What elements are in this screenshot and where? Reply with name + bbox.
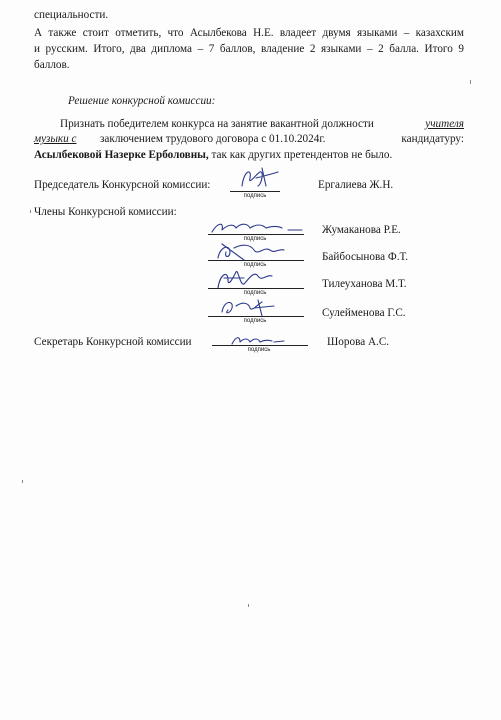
- scan-mark: [22, 480, 23, 483]
- candidate-label: кандидатуру:: [401, 133, 464, 145]
- position-title-part-2: музыки с: [34, 133, 77, 145]
- decision-reason: так как других претендентов не было.: [211, 149, 393, 161]
- member-name: Тилеуханова М.Т.: [322, 278, 407, 290]
- member-signature: [218, 296, 304, 318]
- contract-text: заключением трудового договора с 01.10.2024г.: [100, 133, 326, 145]
- member-name: Сулейменова Г.С.: [322, 307, 406, 319]
- scan-mark: [30, 210, 31, 213]
- decision-line-1: [60, 117, 464, 131]
- secretary-label: Секретарь Конкурсной комиссии: [34, 336, 192, 348]
- member-signature-line: [208, 288, 304, 289]
- member-name: Жумаканова Р.Е.: [322, 224, 401, 236]
- member-signature: [210, 218, 304, 238]
- chairman-label: Председатель Конкурсной комиссии:: [34, 179, 211, 191]
- members-label: Члены Конкурсной комиссии:: [34, 206, 177, 218]
- chairman-signature: [232, 164, 282, 192]
- position-title-part-1: учителя: [425, 118, 464, 130]
- decision-line-1-text: Признать победителем конкурса на занятие вакантной должности: [60, 118, 374, 130]
- paragraph-line-2: А также стоит отметить, что Асылбекова Н.Е. владеет двумя языками – казахским: [34, 27, 464, 39]
- winner-name: Асылбековой Назерке Ерболовны,: [34, 149, 209, 161]
- secretary-name: Шорова А.С.: [327, 336, 390, 348]
- chairman-name: Ергалиева Ж.Н.: [318, 179, 394, 191]
- scan-mark: [470, 80, 471, 84]
- member-signature-line: [208, 260, 304, 261]
- paragraph-line-1: специальности.: [34, 9, 109, 21]
- scan-mark: [248, 604, 249, 607]
- secretary-signature-caption: подпись: [247, 347, 271, 353]
- member-signature: [214, 240, 304, 262]
- decision-line-3: [34, 148, 392, 162]
- chairman-signature-line: [230, 191, 280, 192]
- member-signature-line: [208, 316, 304, 317]
- member-signature-caption: подпись: [243, 318, 267, 324]
- member-signature-caption: подпись: [243, 236, 267, 242]
- decision-heading: Решение конкурсной комиссии:: [68, 95, 216, 107]
- chairman-signature-caption: подпись: [243, 193, 267, 199]
- secretary-signature-line: [212, 345, 308, 346]
- member-signature-caption: подпись: [243, 290, 267, 296]
- member-signature-line: [208, 234, 304, 235]
- paragraph-line-4: баллов.: [34, 59, 70, 71]
- member-name: Байбосынова Ф.Т.: [322, 251, 409, 263]
- paragraph-line-3: и русским. Итого, два диплома – 7 баллов, владение 2 языками – 2 балла. Итого 9: [34, 43, 464, 55]
- member-signature-caption: подпись: [243, 262, 267, 268]
- decision-line-2: [34, 132, 464, 146]
